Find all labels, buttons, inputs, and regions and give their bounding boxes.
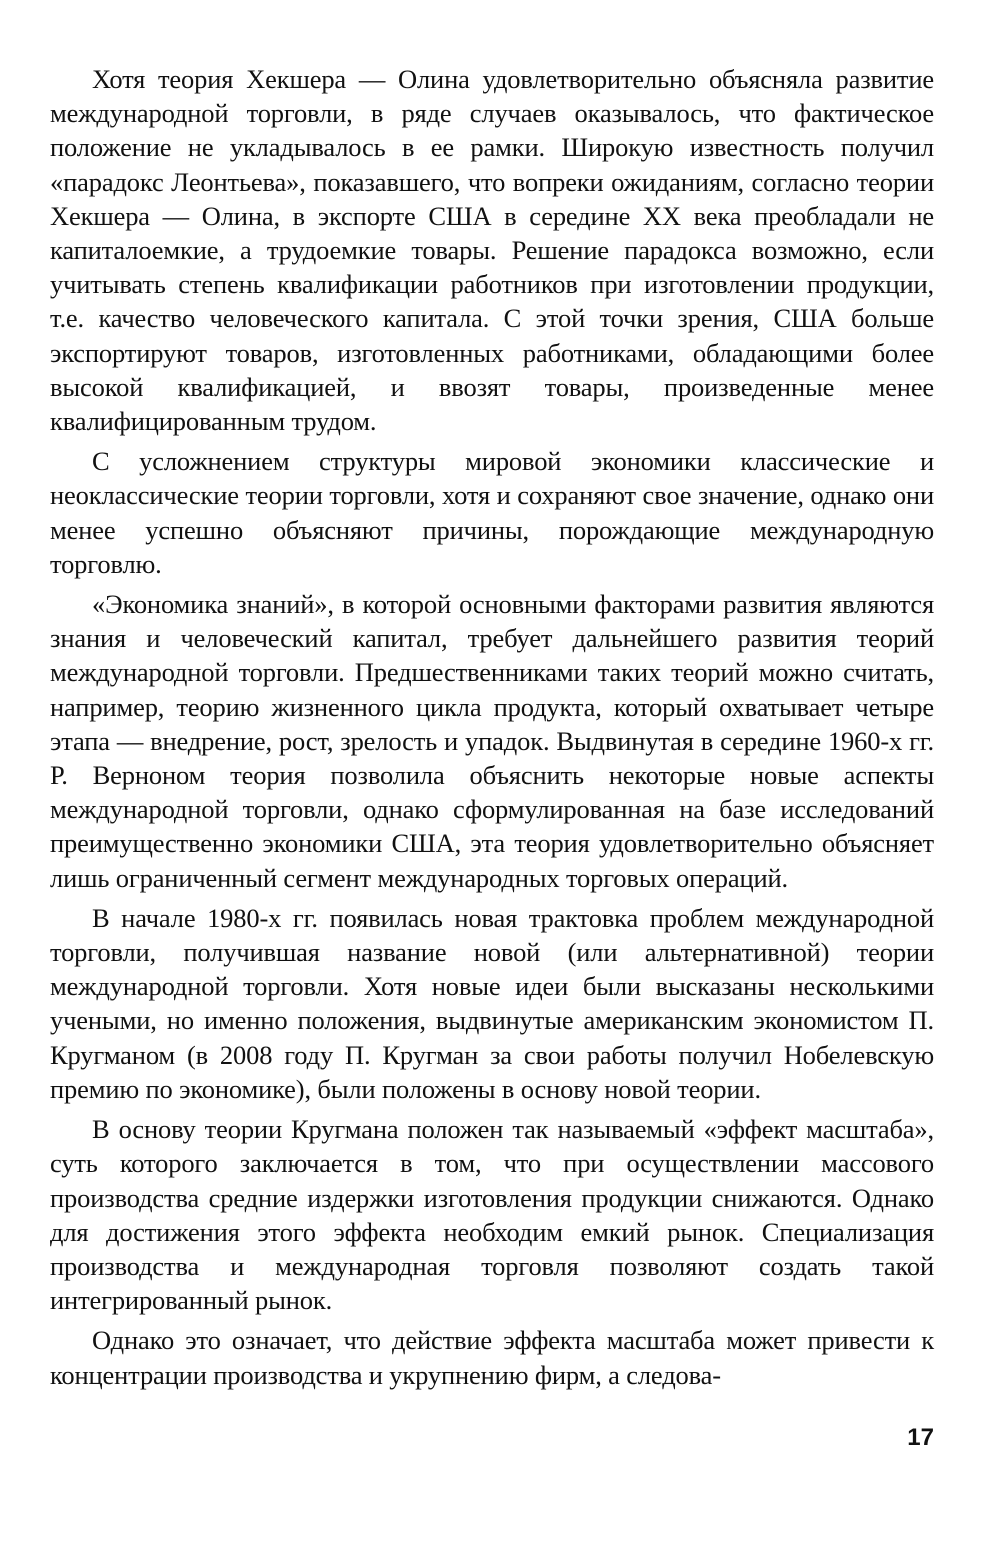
page-number: 17 (907, 1424, 934, 1451)
paragraph-classical-theories: С усложнением структуры мировой экономики классические и неоклассические теории торговли, хотя и сохраняют свое значение, однако они менее успешно объясняют причины, порождающие международную торговлю. (50, 446, 934, 579)
paragraph-heckscher-ohlin: Хотя теория Хекшера — Олина удовлетворительно объясняла развитие международной торговли, в ряде случаев оказывалось, что фактическое положение не укладывалось в ее рамки. Широкую известность получил «парадокс Леонтьева», показавшего, что вопреки ожиданиям, согласно теории Хекшера — Олина, в экспорте США в середине XX века преобладали не капиталоемкие, а трудоемкие товары. Решение парадокса возможно, если учитывать степень квалификации работников при изготовлении продукции, т.е. качество человеческого капитала. С этой точки зрения, США больше экспортируют товаров, изготовленных работниками, обладающими более высокой квалификацией, и ввозят товары, произведенные менее квалифицированным трудом. (50, 64, 934, 437)
paragraph-concentration: Однако это означает, что действие эффекта масштаба может привести к концентрации производства и укрупнению фирм, а следова- (50, 1325, 934, 1390)
paragraph-knowledge-economy: «Экономика знаний», в которой основными факторами развития являются знания и человеческий капитал, требует дальнейшего развития теорий международной торговли. Предшественниками таких теорий можно считать, например, теорию жизненного цикла продукта, который охватывает четыре этапа — внедрение, рост, зрелость и упадок. Выдвинутая в середине 1960-х гг. Р. Верноном теория позволила объяснить некоторые новые аспекты международной торговли, однако сформулированная на базе исследований преимущественно экономики США, эта теория удовлетворительно объясняет лишь ограниченный сегмент международных торговых операций. (50, 589, 934, 893)
paragraph-economies-of-scale: В основу теории Кругмана положен так называемый «эффект масштаба», суть которого заключается в том, что при осуществлении массового производства средние издержки изготовления продукции снижаются. Однако для достижения этого эффекта необходим емкий рынок. Специализация производства и международная торговля позволяют создать такой интегрированный рынок. (50, 1114, 934, 1316)
body-text (50, 62, 934, 1392)
paragraph-new-trade-theory: В начале 1980-х гг. появилась новая трактовка проблем международной торговли, получившая название новой (или альтернативной) теории международной торговли. Хотя новые идеи были высказаны несколькими учеными, но именно положения, выдвинутые американским экономистом П. Кругманом (в 2008 году П. Кругман за свои работы получил Нобелевскую премию по экономике), были положены в основу новой теории. (50, 902, 934, 1104)
